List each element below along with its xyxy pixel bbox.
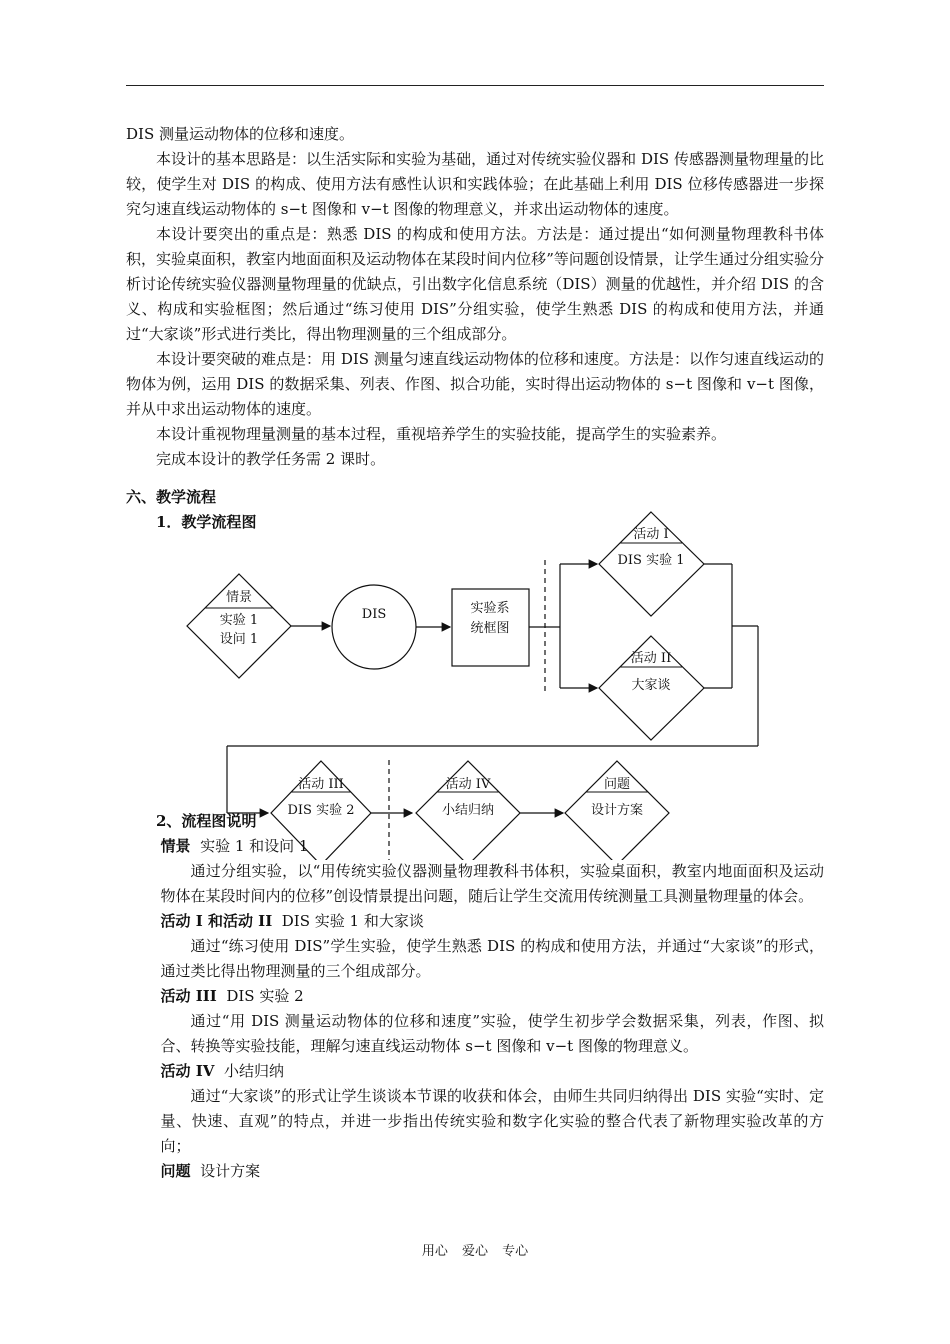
page-footer: 用心 爱心 专心	[421, 1244, 529, 1259]
explain-item-title: DIS 实验 2	[226, 987, 304, 1005]
explain-item-title: 设计方案	[200, 1162, 261, 1180]
explain-item-label	[126, 984, 824, 1009]
explain-item-title: 实验 1 和设问 1	[200, 837, 309, 855]
system-frame-box	[452, 589, 529, 666]
scene-top-label: 情景	[225, 590, 253, 605]
explain-item-label	[126, 1159, 824, 1184]
subsection-explanation-title: 2、流程图说明	[156, 812, 257, 830]
activity-3-top-label: 活动 III	[298, 777, 344, 792]
dis-circle	[332, 585, 416, 669]
scene-label-2: 设问 1	[219, 632, 259, 647]
explain-item-label	[126, 1059, 824, 1084]
flowchart-explanation	[126, 809, 824, 1184]
explain-item-body: 通过“大家谈”的形式让学生谈谈本节课的收获和体会，由师生共同归纳得出 DIS 实验“实时、定量、快速、直观”的特点，并进一步指出传统实验和数字化实验的整合代表了新物理实验改革的方向；	[160, 1087, 824, 1155]
subsection-flowchart-title: 1．教学流程图	[156, 513, 257, 531]
activity-1-diamond	[599, 512, 704, 616]
activity-4-top-label: 活动 IV	[445, 777, 491, 792]
explain-item-bold: 活动 I 和活动 II	[160, 912, 273, 930]
explain-item-title: 小结归纳	[223, 1062, 284, 1080]
explain-item-bold: 活动 IV	[160, 1062, 215, 1080]
scene-diamond	[187, 574, 291, 678]
explain-item-bold: 情景	[160, 837, 191, 855]
dis-label: DIS	[361, 607, 387, 622]
section-title: 六、教学流程	[126, 488, 217, 506]
paragraph: DIS 测量运动物体的位移和速度。	[126, 125, 354, 143]
paragraph: 完成本设计的教学任务需 2 课时。	[156, 450, 386, 468]
activity-2-diamond	[599, 636, 704, 740]
paragraph: 本设计重视物理量测量的基本过程，重视培养学生的实验技能，提高学生的实验素养。	[156, 425, 727, 443]
frame-label-2: 统框图	[470, 621, 510, 636]
explain-item-body: 通过“练习使用 DIS”学生实验，使学生熟悉 DIS 的构成和使用方法，并通过“大家谈”的形式，通过类比得出物理测量的三个组成部分。	[160, 937, 824, 980]
question-label: 设计方案	[590, 803, 644, 818]
activity-1-top-label: 活动 I	[633, 527, 669, 542]
paragraph: 本设计要突破的难点是：用 DIS 测量匀速直线运动物体的位移和速度。方法是：以作匀速直线运动的物体为例，运用 DIS 的数据采集、列表、作图、拟合功能，实时得出运动物体的 s−t 图像和 v−t 图像，并从中求出运动物体的速度。	[126, 350, 824, 418]
question-top-label: 问题	[603, 777, 631, 792]
explain-item-label	[126, 834, 824, 859]
explain-item-body: 通过分组实验，以“用传统实验仪器测量物理教科书体积，实验桌面积，教室内地面面积及运动物体在某段时间内的位移”创设情景提出问题，随后让学生交流用传统测量工具测量物理量的体会。	[160, 862, 824, 905]
explain-item-bold: 活动 III	[160, 987, 217, 1005]
activity-2-top-label: 活动 II	[630, 651, 672, 666]
explain-item-label	[126, 909, 824, 934]
scene-label-1: 实验 1	[219, 613, 259, 628]
activity-4-label: 小结归纳	[441, 803, 495, 818]
explain-item-bold: 问题	[160, 1162, 191, 1180]
frame-label-1: 实验系	[470, 601, 510, 616]
activity-2-label: 大家谈	[631, 678, 671, 693]
explain-item-body: 通过“用 DIS 测量运动物体的位移和速度”实验，使学生初步学会数据采集，列表，作图、拟合、转换等实验技能，理解匀速直线运动物体 s−t 图像和 v−t 图像的物理意义。	[160, 1012, 824, 1055]
paragraph: 本设计的基本思路是：以生活实际和实验为基础，通过对传统实验仪器和 DIS 传感器测量物理量的比较，使学生对 DIS 的构成、使用方法有感性认识和实践体验；在此基础上利用 DIS 位移传感器进一步探究匀速直线运动物体的 s−t 图像和 v−t 图像的物理意义，并求出运动物体的速度。	[126, 150, 824, 218]
explain-item-title: DIS 实验 1 和大家谈	[281, 912, 424, 930]
activity-3-label: DIS 实验 2	[287, 803, 355, 818]
paragraph: 本设计要突出的重点是：熟悉 DIS 的构成和使用方法。方法是：通过提出“如何测量物理教科书体积，实验桌面积，教室内地面面积及运动物体在某段时间内位移”等问题创设情景，让学生通过分组实验分析讨论传统实验仪器测量物理量的优缺点，引出数字化信息系统（DIS）测量的优越性，并介绍 DIS 的含义、构成和实验框图；然后通过“练习使用 DIS”分组实验，使学生熟悉 DIS 的构成和使用方法，并通过“大家谈”形式进行类比，得出物理测量的三个组成部分。	[126, 225, 824, 343]
activity-1-label: DIS 实验 1	[617, 553, 685, 568]
